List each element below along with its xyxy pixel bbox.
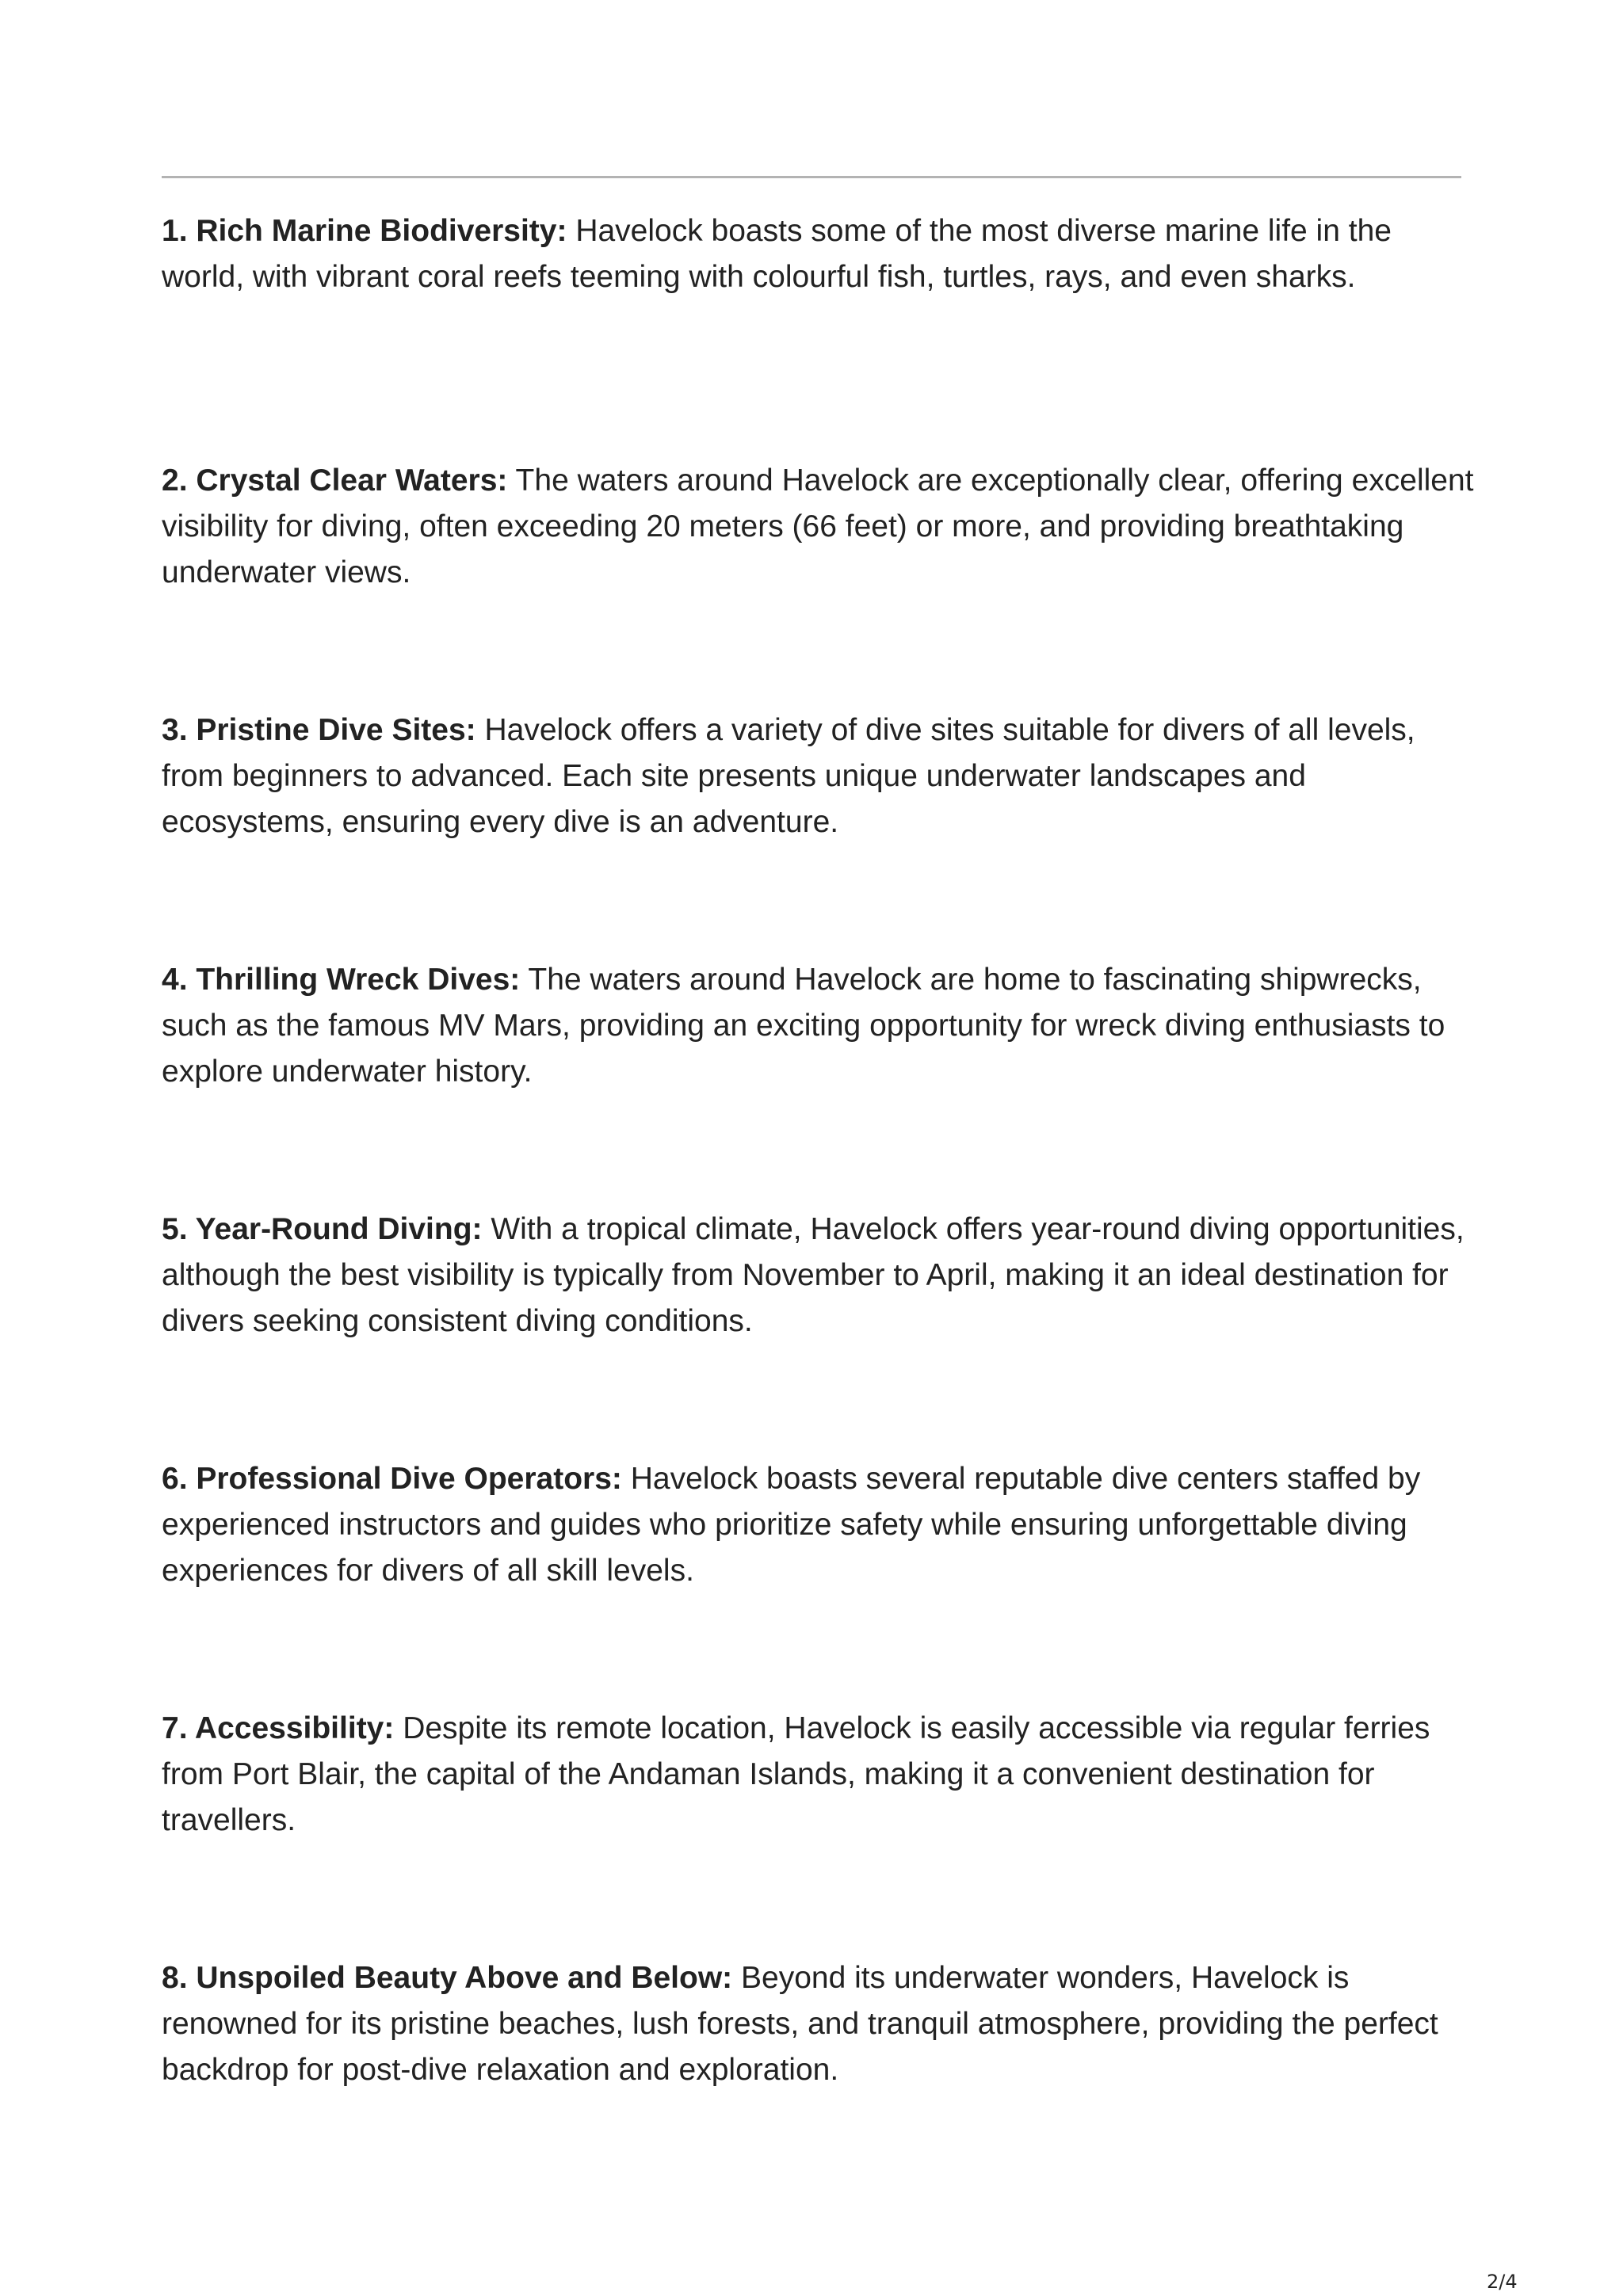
item-heading: 7. Accessibility: bbox=[162, 1711, 395, 1745]
list-item bbox=[162, 1456, 1477, 1594]
item-text: Havelock boasts several reputable dive centers staffed by experienced instructors and guides who prioritize safety while ensuring unforgettable diving experiences for divers of all skill levels. bbox=[162, 1462, 1421, 1588]
item-text: Havelock boasts some of the most diverse marine life in the world, with vibrant coral reefs teeming with colourful fish, turtles, rays, and even sharks. bbox=[162, 214, 1392, 294]
item-text: The waters around Havelock are exceptionally clear, offering excellent visibility for diving, often exceeding 20 meters (66 feet) or more, and providing breathtaking underwater views. bbox=[162, 463, 1474, 589]
item-heading: 6. Professional Dive Operators: bbox=[162, 1462, 622, 1496]
item-heading: 2. Crystal Clear Waters: bbox=[162, 463, 508, 498]
item-heading: 1. Rich Marine Biodiversity: bbox=[162, 214, 567, 248]
list-item bbox=[162, 1706, 1477, 1844]
item-text: Despite its remote location, Havelock is easily accessible via regular ferries from Port Blair, the capital of the Andaman Islands, making it a convenient destination for travellers. bbox=[162, 1711, 1430, 1837]
item-text: Havelock offers a variety of dive sites suitable for divers of all levels, from beginners to advanced. Each site presents unique underwater landscapes and ecosystems, ensuring every dive is an adventure. bbox=[162, 713, 1415, 839]
list-item bbox=[162, 458, 1477, 596]
list-item bbox=[162, 707, 1477, 845]
page-number: 2/4 bbox=[1487, 2271, 1518, 2293]
list-item bbox=[162, 1955, 1477, 2093]
item-text: The waters around Havelock are home to fascinating shipwrecks, such as the famous MV Mars, providing an exciting opportunity for wreck diving enthusiasts to explore underwater history. bbox=[162, 963, 1445, 1089]
list-item bbox=[162, 208, 1477, 300]
item-heading: 8. Unspoiled Beauty Above and Below: bbox=[162, 1961, 733, 1995]
header-divider bbox=[162, 176, 1461, 178]
list-item bbox=[162, 957, 1477, 1095]
item-heading: 4. Thrilling Wreck Dives: bbox=[162, 963, 521, 997]
item-text: Beyond its underwater wonders, Havelock is renowned for its pristine beaches, lush forests, and tranquil atmosphere, providing the perfect backdrop for post-dive relaxation and exploration. bbox=[162, 1961, 1438, 2087]
item-heading: 5. Year-Round Diving: bbox=[162, 1212, 483, 1246]
item-text: With a tropical climate, Havelock offers year-round diving opportunities, although the best visibility is typically from November to April, making it an ideal destination for divers seeking consistent diving conditions. bbox=[162, 1212, 1465, 1338]
list-item bbox=[162, 1207, 1477, 1344]
item-heading: 3. Pristine Dive Sites: bbox=[162, 713, 476, 747]
